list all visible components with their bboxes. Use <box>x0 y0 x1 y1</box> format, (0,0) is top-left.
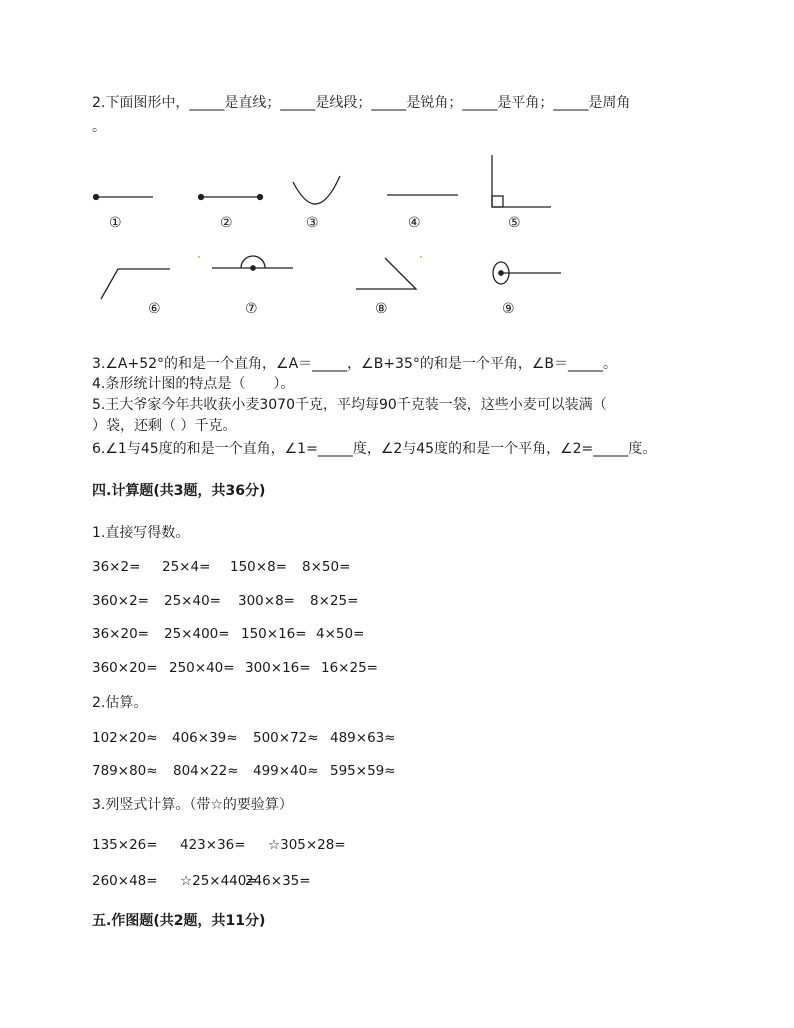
p1-cell: 250×40= <box>169 660 235 676</box>
p2-cell: 406×39≈ <box>172 730 238 746</box>
p3-cell: ☆305×28= <box>268 837 346 853</box>
p1-cell: 25×400= <box>164 626 230 642</box>
p1-cell: 4×50= <box>316 626 365 642</box>
p1-cell: 8×50= <box>302 559 351 575</box>
figure-6-obtuse-angle <box>101 269 170 299</box>
p2-cell: 489×63≈ <box>330 730 396 746</box>
p1-cell: 36×2= <box>92 559 141 575</box>
figure-label-8: ⑧ <box>375 301 388 317</box>
q5-line1: 5.王大爷家今年共收获小麦3070千克，平均每90千克装一袋，这些小麦可以装满（ <box>92 397 607 413</box>
figure-label-3: ③ <box>306 215 319 231</box>
figure-label-2: ② <box>220 215 233 231</box>
p3-cell: 260×48= <box>92 873 158 889</box>
p1-row-1 <box>92 558 350 576</box>
figure-label-5: ⑤ <box>508 215 521 231</box>
figure-9-round-angle <box>493 262 561 284</box>
figure-label-7: ⑦ <box>245 301 258 317</box>
p2-cell: 102×20≈ <box>92 730 158 746</box>
p3-cell: 423×36= <box>180 837 246 853</box>
q4-text: 4.条形统计图的特点是（ ）。 <box>92 376 295 392</box>
figure-7-straight-angle <box>212 256 293 270</box>
figure-label-4: ④ <box>408 215 421 231</box>
p1-cell: 300×8= <box>238 593 295 609</box>
p1-cell: 36×20= <box>92 626 149 642</box>
p2-title: 2.估算。 <box>92 695 148 711</box>
p2-cell: 789×80≈ <box>92 763 158 779</box>
p1-title: 1.直接写得数。 <box>92 525 190 541</box>
p3-cell: ☆25×440= <box>180 873 258 889</box>
p1-row-3 <box>92 625 364 643</box>
figure-1-ray <box>94 195 154 200</box>
section5-heading: 五.作图题(共2题，共11分) <box>92 913 266 929</box>
q6-text: 6.∠1与45度的和是一个直角，∠1=_____度，∠2与45度的和是一个平角，∠2=_____度。 <box>92 441 657 457</box>
p1-cell: 150×8= <box>230 559 287 575</box>
p1-row-2 <box>92 592 358 610</box>
p1-row-4 <box>92 659 378 677</box>
p2-cell: 500×72≈ <box>253 730 319 746</box>
p3-title: 3.列竖式计算。（带☆的要验算） <box>92 797 293 813</box>
figure-3-curve <box>293 176 340 204</box>
q2-line1: 2.下面图形中，_____是直线；_____是线段；_____是锐角；_____是平角；_____是周角 <box>92 95 631 111</box>
figure-label-1: ① <box>109 215 122 231</box>
figure-5-right-angle <box>492 155 551 207</box>
figure-label-9: ⑨ <box>502 301 515 317</box>
p1-cell: 300×16= <box>245 660 311 676</box>
p1-cell: 25×40= <box>164 593 221 609</box>
p2-cell: 499×40≈ <box>253 763 319 779</box>
figure-8-acute-angle <box>356 258 416 289</box>
p1-cell: 360×2= <box>92 593 149 609</box>
p3-cell: 246×35= <box>245 873 311 889</box>
p1-cell: 16×25= <box>321 660 378 676</box>
p2-row-1 <box>92 729 396 747</box>
section4-heading: 四.计算题(共3题，共36分) <box>92 483 266 499</box>
p2-cell: 804×22≈ <box>173 763 239 779</box>
p3-row-1 <box>92 836 346 854</box>
p1-cell: 25×4= <box>162 559 211 575</box>
q2-line2: 。 <box>92 119 106 135</box>
p3-row-2 <box>92 872 311 890</box>
q3-text: 3.∠A+52°的和是一个直角，∠A＝_____，∠B+35°的和是一个平角，∠B＝_____。 <box>92 356 618 372</box>
p3-cell: 135×26= <box>92 837 158 853</box>
figure-label-6: ⑥ <box>148 301 161 317</box>
q5-line2: ）袋，还剩（ ）千克。 <box>92 418 237 434</box>
p1-cell: 8×25= <box>310 593 359 609</box>
p1-cell: 360×20= <box>92 660 158 676</box>
p2-row-2 <box>92 762 396 780</box>
p1-cell: 150×16= <box>241 626 307 642</box>
p2-cell: 595×59≈ <box>330 763 396 779</box>
figure-2-segment <box>199 195 263 200</box>
